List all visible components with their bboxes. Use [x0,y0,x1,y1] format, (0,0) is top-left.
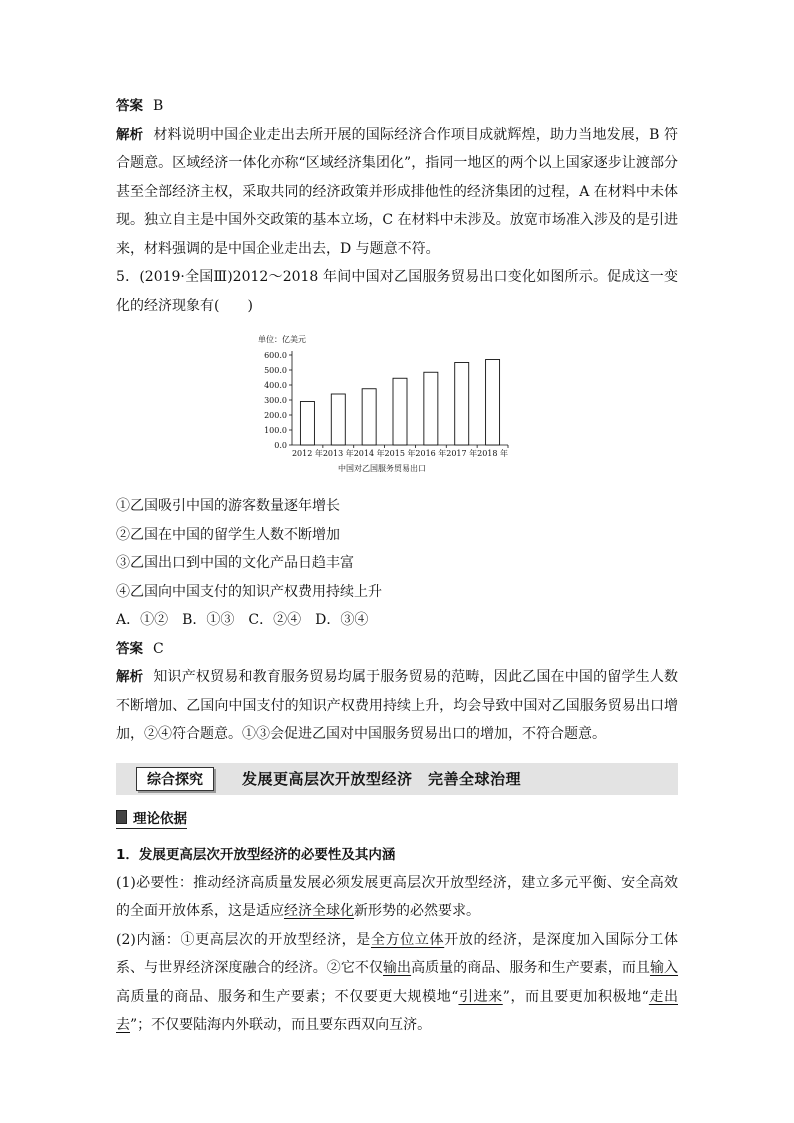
p2-underline-5: 走出去 [116,988,678,1033]
chart-x-labels [292,445,508,458]
option-2: ②乙国在中国的留学生人数不断增加 [116,526,340,543]
answer-1-value: B [153,98,164,114]
y-tick-label: 300.0 [264,396,287,405]
chart-bars [300,360,499,446]
paragraph-necessity [116,869,678,926]
bar [331,394,345,445]
paragraph-connotation [116,926,678,1040]
x-tick-label: 2013 年 [322,449,354,458]
option-4: ④乙国向中国支付的知识产权费用持续上升 [116,583,382,600]
question-5: 5．(2019·全国Ⅲ)2012～2018 年间中国对乙国服务贸易出口变化如图所示。促成这一变化的经济现象有( ) [116,269,678,314]
y-tick-label: 400.0 [264,381,287,390]
p2-text-c: 高质量的商品、服务和生产要素，而且 [411,960,650,976]
y-tick-label: 0.0 [274,441,287,450]
analysis-1-label: 解析 [116,126,144,143]
chart-y-ticks [264,351,292,450]
p2-underline-2: 输出 [382,960,412,976]
answer-1 [116,92,678,121]
y-tick-label: 200.0 [264,411,287,420]
bar [455,363,469,446]
bar [486,360,500,446]
analysis-2-text: 知识产权贸易和教育服务贸易均属于服务贸易的范畴，因此乙国在中国的留学生人数不断增加、乙国向中国支付的知识产权费用持续上升，均会导致中国对乙国服务贸易出口增加，②④符合题意。①③会促进乙国对中国服务贸易出口的增加，不符合题意。 [116,669,679,742]
x-tick-label: 2017 年 [446,449,478,458]
banner-tag: 综合探究 [136,767,214,791]
bar-chart [116,324,678,490]
bookmark-icon [116,810,127,824]
p2-text-f: ”；不仅要陆海内外联动，而且要东西双向互济。 [130,1017,432,1033]
option-1: ①乙国吸引中国的游客数量逐年增长 [116,498,340,514]
analysis-1 [116,121,678,264]
x-tick-label: 2016 年 [415,449,447,458]
x-tick-label: 2014 年 [353,449,385,458]
p2-text-a: (2)内涵：①更高层次的开放型经济，是 [116,931,371,948]
bar [424,372,438,445]
p1-text-a: (1)必要性：推动经济高质量发展必须发展更高层次开放型经济，建立多元平衡、安全高效的全面开放体系，这是适应 [116,874,678,919]
bar [393,378,407,445]
y-tick-label: 500.0 [264,366,287,375]
y-tick-label: 100.0 [264,426,287,435]
answer-2-label: 答案 [116,640,143,657]
p2-text-d: 高质量的商品、服务和生产要素；不仅要更大规模地“ [116,988,459,1005]
y-tick-label: 600.0 [264,351,287,360]
x-tick-label: 2018 年 [477,449,509,458]
p2-text-b: 开放的经济，是深度加入国际分工体系、与世界经济深度融合的经济。②它不仅 [116,931,678,976]
p1-text-b: 新形势的必然要求。 [354,903,480,919]
analysis-2 [116,663,678,749]
content-column [116,92,678,1040]
section-heading [116,807,187,829]
choices-5: A．①② B．①③ C．②④ D．③④ [116,612,369,628]
chart-unit-label: 单位：亿美元 [258,335,306,344]
p2-underline-4: 引进来 [458,988,503,1005]
bar [362,389,376,445]
answer-2 [116,635,678,664]
chart-caption: 中国对乙国服务贸易出口 [338,464,426,473]
x-tick-label: 2015 年 [384,449,416,458]
option-3: ③乙国出口到中国的文化产品日趋丰富 [116,555,354,571]
p1-underline-1: 经济全球化 [284,903,354,919]
p2-underline-1: 全方位立体 [370,931,445,948]
analysis-1-text: 材料说明中国企业走出去所开展的国际经济合作项目成就辉煌，助力当地发展，B 符合题意。区域经济一体化亦称“区域经济集团化”，指同一地区的两个以上国家逐步让渡部分甚至全部经济主权，采取共同的经济政策并形成排他性的经济集团的过程，A 在材料中未体现。独立自主是中国外交政策的基本立场，C 在材料中未涉及。放宽市场准入涉及的是引进来，材料强调的是中国企业走出去，D 与题意不符。 [116,126,679,257]
answer-1-label: 答案 [116,98,143,114]
heading-1: 1．发展更高层次开放型经济的必要性及其内涵 [116,846,396,863]
section-banner [116,763,678,795]
section-label: 理论依据 [133,810,187,827]
p2-underline-3: 输入 [649,960,679,976]
p2-text-e: ”，而且要更加积极地“ [502,988,649,1005]
banner-title: 发展更高层次开放型经济 完善全球治理 [242,770,522,788]
analysis-2-label: 解析 [116,669,144,685]
answer-2-value: C [153,640,164,657]
bar [300,402,314,446]
bar-chart-svg [252,324,512,490]
x-tick-label: 2012 年 [291,449,323,458]
